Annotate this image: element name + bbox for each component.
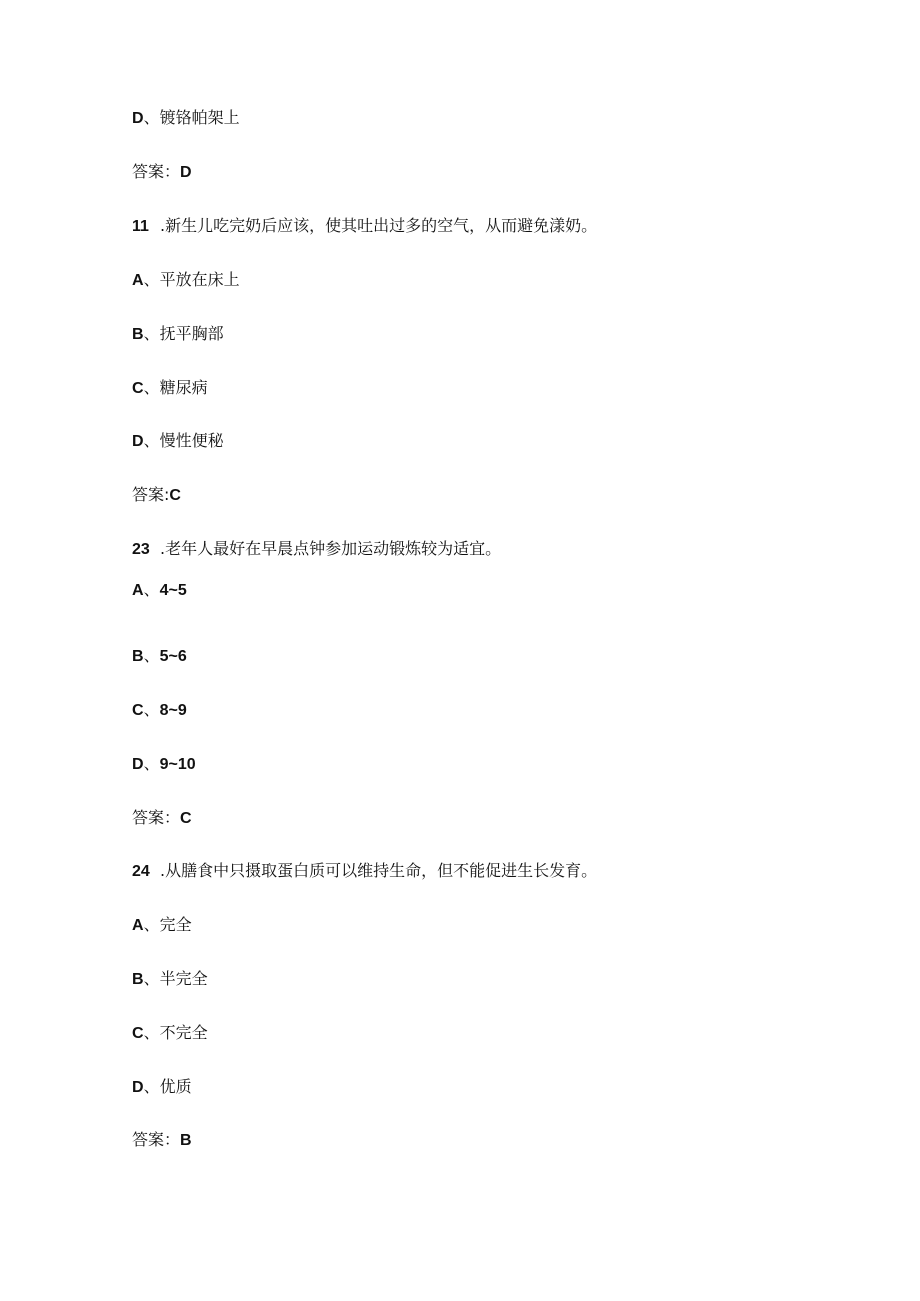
option-separator: 、 [143,431,160,450]
option-text: 抚平胸部 [159,324,224,343]
option-separator: 、 [143,270,160,289]
option-line [132,108,240,129]
answer-line [132,808,192,829]
option-letter: D [132,110,144,127]
option-letter: D [132,433,144,450]
option-text: 糖尿病 [159,378,208,397]
question-text: .从膳食中只摄取蛋白质可以维持生命，但不能促进生长发育。 [160,861,598,880]
option-letter: B [132,648,144,665]
option-line [132,700,187,721]
answer-value: C [169,487,181,504]
option-separator: 、 [143,700,160,719]
option-letter: D [132,756,144,773]
question-number: 11 [132,218,149,235]
option-separator: 、 [143,915,160,934]
answer-value: D [180,164,192,181]
option-line [132,969,208,990]
option-text: 完全 [159,915,192,934]
option-separator: 、 [143,754,160,773]
option-line [132,646,187,667]
question-text: .老年人最好在早晨点钟参加运动锻炼较为适宜。 [160,539,502,558]
answer-label: 答案: [132,485,170,504]
option-letter: B [132,971,144,988]
option-separator: 、 [143,580,160,599]
option-text: 平放在床上 [159,270,240,289]
option-separator: 、 [143,108,160,127]
option-line [132,431,224,452]
option-line [132,580,187,601]
answer-value: B [180,1132,192,1149]
option-separator: 、 [143,1077,160,1096]
question-line [132,861,597,882]
option-letter: A [132,917,144,934]
option-line [132,378,208,399]
option-text: 优质 [159,1077,192,1096]
answer-line [132,485,181,506]
answer-label: 答案： [132,162,181,181]
option-text: 9~10 [159,756,196,773]
option-letter: C [132,1025,144,1042]
option-letter: D [132,1079,144,1096]
option-text: 不完全 [159,1023,208,1042]
option-line [132,1023,208,1044]
option-letter: C [132,380,144,397]
option-letter: B [132,326,144,343]
answer-line [132,162,192,183]
question-text: .新生儿吃完奶后应该，使其吐出过多的空气，从而避免漾奶。 [160,216,598,235]
question-number: 23 [132,541,150,558]
option-letter: C [132,702,144,719]
option-separator: 、 [143,378,160,397]
option-line [132,270,240,291]
answer-label: 答案： [132,1130,181,1149]
option-line [132,915,192,936]
option-text: 5~6 [159,648,187,665]
option-letter: A [132,272,144,289]
option-text: 慢性便秘 [159,431,224,450]
option-separator: 、 [143,969,160,988]
option-line [132,754,196,775]
question-line [132,216,597,237]
option-separator: 、 [143,646,160,665]
option-separator: 、 [143,324,160,343]
question-line [132,539,501,560]
option-letter: A [132,582,144,599]
option-text: 镀铬帕架上 [159,108,240,127]
option-separator: 、 [143,1023,160,1042]
option-text: 8~9 [159,702,187,719]
question-number: 24 [132,863,150,880]
answer-value: C [180,810,192,827]
answer-line [132,1130,192,1151]
answer-label: 答案： [132,808,181,827]
option-text: 4~5 [159,582,187,599]
option-line [132,324,224,345]
option-text: 半完全 [159,969,208,988]
option-line [132,1077,192,1098]
